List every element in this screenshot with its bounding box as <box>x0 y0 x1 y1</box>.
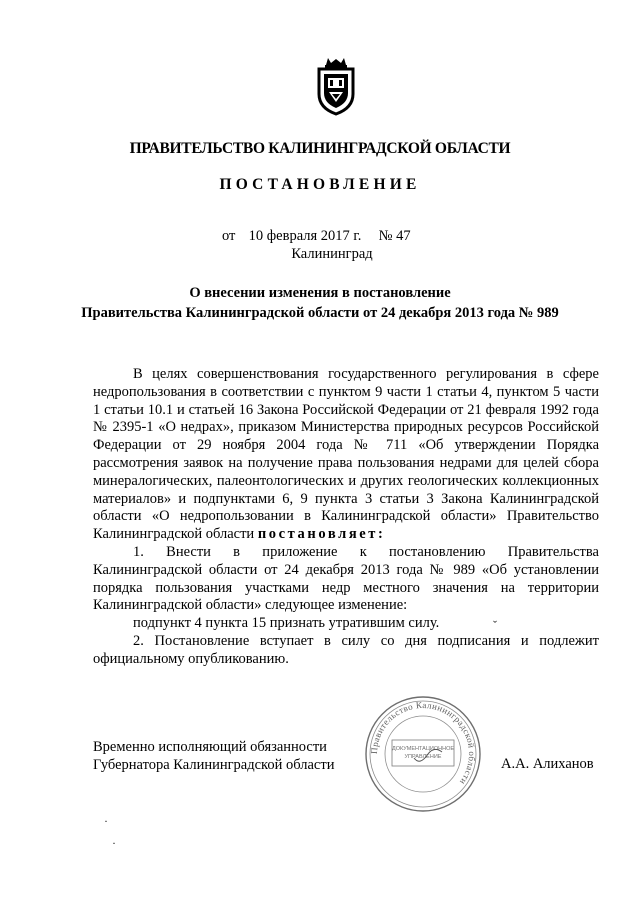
preamble-paragraph <box>93 366 599 544</box>
date-prefix: от <box>222 228 236 244</box>
subject-line-2: Правительства Калининградской области от 24 декабря 2013 года № 989 <box>81 305 559 321</box>
signer-position-line-2: Губернатора Калининградской области <box>93 757 335 773</box>
government-title: ПРАВИТЕЛЬСТВО КАЛИНИНГРАДСКОЙ ОБЛАСТИ <box>129 140 511 157</box>
coat-of-arms-icon <box>313 56 359 116</box>
official-stamp <box>362 694 484 814</box>
document-number: № 47 <box>378 228 411 244</box>
scan-mark: ˇ <box>493 618 497 632</box>
item-2: 2. Постановление вступает в силу со дня подписания и подлежит официальному опубликованию. <box>93 632 599 667</box>
document-place: Калининград <box>291 246 373 262</box>
date-line <box>222 228 411 245</box>
stamp-center-text: ДОКУМЕНТАЦИОННОЕ УПРАВЛЕНИЕ <box>392 746 454 760</box>
subject-line-1: О внесении изменения в постановление <box>189 285 451 301</box>
item-1: 1. Внести в приложение к постановлению Правительства Калининградской области от 24 декабря 2013 года № 989 «Об установлении порядка пользования участками недр местного значения на территории Калининградской области» следующее изменение: <box>93 543 599 614</box>
scan-mark: · <box>112 836 116 850</box>
signer-name: А.А. Алиханов <box>501 756 594 772</box>
preamble-text: В целях совершенствования государственного регулирования в сфере недропользования в соответствии с пунктом 9 части 1 статьи 4, пунктом 5 части 1 статьи 10.1 и статьей 16 Закона Российской Федерации от 21 февраля 1992 года № 2395-1 «О недрах», приказом Министерства природных ресурсов Российской Федерации от 29 ноября 2004 года № 711 «Об утверждении Порядка рассмотрения заявок на получение права пользования недрами для целей сбора минералогических, палеонтологических и других геологических коллекционных материалов» и подпунктами 6, 9 пункта 3 статьи 3 Закона Калининградской области «О недропользовании в Калининградской области» Правительство Калининградской области <box>93 366 599 543</box>
decree-word: постановляет: <box>257 526 386 543</box>
document-date: 10 февраля 2017 г. <box>248 228 362 244</box>
signer-position-line-1: Временно исполняющий обязанности <box>93 739 327 755</box>
document-subject <box>0 283 640 323</box>
scan-mark: · <box>104 814 108 828</box>
item-1-subitem: подпункт 4 пункта 15 признать утратившим силу. <box>133 615 440 632</box>
stamp-ring-text: Правительство Калининградской области <box>368 699 478 787</box>
document-type: ПОСТАНОВЛЕНИЕ <box>219 176 421 193</box>
signature-block <box>93 738 334 774</box>
document-body <box>93 366 599 669</box>
